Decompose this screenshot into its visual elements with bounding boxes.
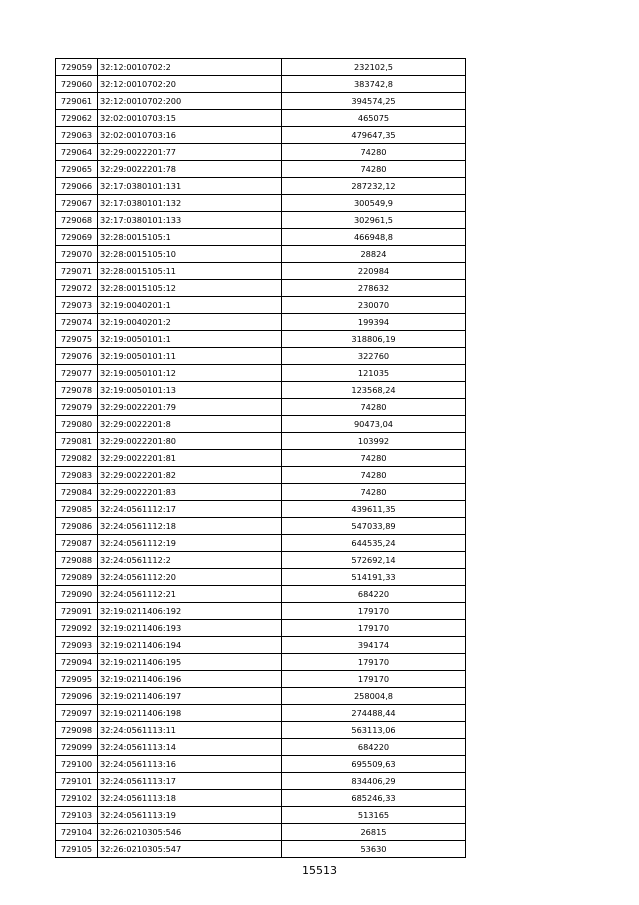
value-cell: 121035 <box>282 365 466 382</box>
cadastral-number-cell: 32:24:0561112:19 <box>98 535 282 552</box>
table-row <box>56 654 466 671</box>
cadastral-number-cell: 32:28:0015105:10 <box>98 246 282 263</box>
cadastral-number-cell: 32:24:0561112:21 <box>98 586 282 603</box>
row-id-cell: 729094 <box>56 654 98 671</box>
value-cell: 74280 <box>282 484 466 501</box>
row-id-cell: 729087 <box>56 535 98 552</box>
table-row <box>56 552 466 569</box>
row-id-cell: 729063 <box>56 127 98 144</box>
table-row <box>56 467 466 484</box>
value-cell: 53630 <box>282 841 466 858</box>
table-row <box>56 586 466 603</box>
value-cell: 26815 <box>282 824 466 841</box>
cadastral-number-cell: 32:26:0210305:547 <box>98 841 282 858</box>
cadastral-number-cell: 32:19:0050101:1 <box>98 331 282 348</box>
row-id-cell: 729103 <box>56 807 98 824</box>
row-id-cell: 729068 <box>56 212 98 229</box>
row-id-cell: 729060 <box>56 76 98 93</box>
table-row <box>56 127 466 144</box>
value-cell: 287232,12 <box>282 178 466 195</box>
value-cell: 123568,24 <box>282 382 466 399</box>
value-cell: 394574,25 <box>282 93 466 110</box>
value-cell: 318806,19 <box>282 331 466 348</box>
cadastral-number-cell: 32:29:0022201:82 <box>98 467 282 484</box>
row-id-cell: 729065 <box>56 161 98 178</box>
cadastral-number-cell: 32:24:0561113:14 <box>98 739 282 756</box>
value-cell: 547033,89 <box>282 518 466 535</box>
value-cell: 179170 <box>282 654 466 671</box>
cadastral-number-cell: 32:17:0380101:133 <box>98 212 282 229</box>
value-cell: 479647,35 <box>282 127 466 144</box>
cadastral-number-cell: 32:12:0010702:20 <box>98 76 282 93</box>
table-row <box>56 110 466 127</box>
cadastral-number-cell: 32:29:0022201:77 <box>98 144 282 161</box>
value-cell: 834406,29 <box>282 773 466 790</box>
cadastral-number-cell: 32:28:0015105:12 <box>98 280 282 297</box>
table-row <box>56 212 466 229</box>
row-id-cell: 729105 <box>56 841 98 858</box>
row-id-cell: 729083 <box>56 467 98 484</box>
table-row <box>56 365 466 382</box>
table-row <box>56 824 466 841</box>
table-row <box>56 314 466 331</box>
table-row <box>56 59 466 76</box>
row-id-cell: 729080 <box>56 416 98 433</box>
value-cell: 90473,04 <box>282 416 466 433</box>
cadastral-number-cell: 32:24:0561113:18 <box>98 790 282 807</box>
table-row <box>56 93 466 110</box>
cadastral-number-cell: 32:24:0561113:11 <box>98 722 282 739</box>
cadastral-number-cell: 32:24:0561112:17 <box>98 501 282 518</box>
row-id-cell: 729075 <box>56 331 98 348</box>
cadastral-number-cell: 32:02:0010703:16 <box>98 127 282 144</box>
table-row <box>56 773 466 790</box>
row-id-cell: 729104 <box>56 824 98 841</box>
row-id-cell: 729102 <box>56 790 98 807</box>
row-id-cell: 729066 <box>56 178 98 195</box>
value-cell: 74280 <box>282 450 466 467</box>
cadastral-number-cell: 32:19:0040201:2 <box>98 314 282 331</box>
table-row <box>56 178 466 195</box>
table-body <box>56 59 466 858</box>
table-row <box>56 297 466 314</box>
cadastral-number-cell: 32:29:0022201:8 <box>98 416 282 433</box>
value-cell: 302961,5 <box>282 212 466 229</box>
value-cell: 278632 <box>282 280 466 297</box>
cadastral-number-cell: 32:29:0022201:83 <box>98 484 282 501</box>
value-cell: 230070 <box>282 297 466 314</box>
cadastral-value-table <box>55 58 466 858</box>
table-row <box>56 433 466 450</box>
value-cell: 439611,35 <box>282 501 466 518</box>
cadastral-number-cell: 32:24:0561113:16 <box>98 756 282 773</box>
cadastral-number-cell: 32:24:0561112:2 <box>98 552 282 569</box>
value-cell: 232102,5 <box>282 59 466 76</box>
value-cell: 394174 <box>282 637 466 654</box>
cadastral-number-cell: 32:24:0561113:17 <box>98 773 282 790</box>
table-row <box>56 263 466 280</box>
row-id-cell: 729069 <box>56 229 98 246</box>
cadastral-number-cell: 32:17:0380101:132 <box>98 195 282 212</box>
row-id-cell: 729062 <box>56 110 98 127</box>
cadastral-number-cell: 32:19:0211406:197 <box>98 688 282 705</box>
row-id-cell: 729061 <box>56 93 98 110</box>
cadastral-number-cell: 32:26:0210305:546 <box>98 824 282 841</box>
row-id-cell: 729088 <box>56 552 98 569</box>
table-row <box>56 246 466 263</box>
table-row <box>56 790 466 807</box>
cadastral-number-cell: 32:24:0561112:20 <box>98 569 282 586</box>
value-cell: 514191,33 <box>282 569 466 586</box>
cadastral-number-cell: 32:19:0211406:198 <box>98 705 282 722</box>
value-cell: 383742,8 <box>282 76 466 93</box>
value-cell: 258004,8 <box>282 688 466 705</box>
cadastral-number-cell: 32:19:0050101:11 <box>98 348 282 365</box>
table-row <box>56 229 466 246</box>
value-cell: 28824 <box>282 246 466 263</box>
value-cell: 74280 <box>282 467 466 484</box>
cadastral-number-cell: 32:19:0050101:13 <box>98 382 282 399</box>
value-cell: 684220 <box>282 586 466 603</box>
row-id-cell: 729072 <box>56 280 98 297</box>
value-cell: 644535,24 <box>282 535 466 552</box>
table-row <box>56 620 466 637</box>
cadastral-number-cell: 32:12:0010702:2 <box>98 59 282 76</box>
row-id-cell: 729073 <box>56 297 98 314</box>
table-row <box>56 161 466 178</box>
table-row <box>56 569 466 586</box>
row-id-cell: 729093 <box>56 637 98 654</box>
row-id-cell: 729085 <box>56 501 98 518</box>
table-row <box>56 722 466 739</box>
table-row <box>56 603 466 620</box>
cadastral-number-cell: 32:12:0010702:200 <box>98 93 282 110</box>
row-id-cell: 729079 <box>56 399 98 416</box>
value-cell: 179170 <box>282 620 466 637</box>
cadastral-number-cell: 32:24:0561112:18 <box>98 518 282 535</box>
table-row <box>56 671 466 688</box>
row-id-cell: 729098 <box>56 722 98 739</box>
cadastral-number-cell: 32:19:0211406:192 <box>98 603 282 620</box>
page-number: 15513 <box>302 864 337 877</box>
value-cell: 465075 <box>282 110 466 127</box>
table-row <box>56 450 466 467</box>
value-cell: 563113,06 <box>282 722 466 739</box>
row-id-cell: 729070 <box>56 246 98 263</box>
cadastral-number-cell: 32:29:0022201:81 <box>98 450 282 467</box>
value-cell: 322760 <box>282 348 466 365</box>
cadastral-number-cell: 32:17:0380101:131 <box>98 178 282 195</box>
table-row <box>56 518 466 535</box>
row-id-cell: 729096 <box>56 688 98 705</box>
value-cell: 74280 <box>282 144 466 161</box>
cadastral-number-cell: 32:24:0561113:19 <box>98 807 282 824</box>
cadastral-number-cell: 32:19:0040201:1 <box>98 297 282 314</box>
cadastral-number-cell: 32:28:0015105:1 <box>98 229 282 246</box>
value-cell: 103992 <box>282 433 466 450</box>
table-row <box>56 756 466 773</box>
table-row <box>56 637 466 654</box>
cadastral-number-cell: 32:29:0022201:80 <box>98 433 282 450</box>
row-id-cell: 729067 <box>56 195 98 212</box>
value-cell: 300549,9 <box>282 195 466 212</box>
value-cell: 513165 <box>282 807 466 824</box>
cadastral-number-cell: 32:29:0022201:78 <box>98 161 282 178</box>
value-cell: 684220 <box>282 739 466 756</box>
cadastral-number-cell: 32:19:0211406:196 <box>98 671 282 688</box>
row-id-cell: 729064 <box>56 144 98 161</box>
table-row <box>56 739 466 756</box>
table-row <box>56 144 466 161</box>
value-cell: 199394 <box>282 314 466 331</box>
table-row <box>56 280 466 297</box>
table-row <box>56 501 466 518</box>
row-id-cell: 729078 <box>56 382 98 399</box>
table-row <box>56 348 466 365</box>
row-id-cell: 729074 <box>56 314 98 331</box>
row-id-cell: 729095 <box>56 671 98 688</box>
row-id-cell: 729101 <box>56 773 98 790</box>
value-cell: 572692,14 <box>282 552 466 569</box>
row-id-cell: 729086 <box>56 518 98 535</box>
cadastral-number-cell: 32:29:0022201:79 <box>98 399 282 416</box>
row-id-cell: 729100 <box>56 756 98 773</box>
value-cell: 74280 <box>282 161 466 178</box>
table-row <box>56 76 466 93</box>
table-row <box>56 399 466 416</box>
table-row <box>56 484 466 501</box>
table-row <box>56 416 466 433</box>
cadastral-number-cell: 32:19:0211406:195 <box>98 654 282 671</box>
value-cell: 179170 <box>282 603 466 620</box>
value-cell: 466948,8 <box>282 229 466 246</box>
value-cell: 274488,44 <box>282 705 466 722</box>
row-id-cell: 729099 <box>56 739 98 756</box>
row-id-cell: 729090 <box>56 586 98 603</box>
cadastral-number-cell: 32:19:0050101:12 <box>98 365 282 382</box>
row-id-cell: 729091 <box>56 603 98 620</box>
value-cell: 179170 <box>282 671 466 688</box>
row-id-cell: 729071 <box>56 263 98 280</box>
table-row <box>56 688 466 705</box>
table-row <box>56 841 466 858</box>
row-id-cell: 729092 <box>56 620 98 637</box>
value-cell: 74280 <box>282 399 466 416</box>
row-id-cell: 729059 <box>56 59 98 76</box>
row-id-cell: 729082 <box>56 450 98 467</box>
row-id-cell: 729077 <box>56 365 98 382</box>
row-id-cell: 729097 <box>56 705 98 722</box>
cadastral-number-cell: 32:28:0015105:11 <box>98 263 282 280</box>
row-id-cell: 729084 <box>56 484 98 501</box>
cadastral-number-cell: 32:19:0211406:193 <box>98 620 282 637</box>
row-id-cell: 729081 <box>56 433 98 450</box>
table-row <box>56 382 466 399</box>
table-row <box>56 195 466 212</box>
table-row <box>56 807 466 824</box>
value-cell: 685246,33 <box>282 790 466 807</box>
row-id-cell: 729076 <box>56 348 98 365</box>
cadastral-number-cell: 32:19:0211406:194 <box>98 637 282 654</box>
row-id-cell: 729089 <box>56 569 98 586</box>
table-row <box>56 705 466 722</box>
table-row <box>56 535 466 552</box>
value-cell: 695509,63 <box>282 756 466 773</box>
table-row <box>56 331 466 348</box>
value-cell: 220984 <box>282 263 466 280</box>
cadastral-number-cell: 32:02:0010703:15 <box>98 110 282 127</box>
